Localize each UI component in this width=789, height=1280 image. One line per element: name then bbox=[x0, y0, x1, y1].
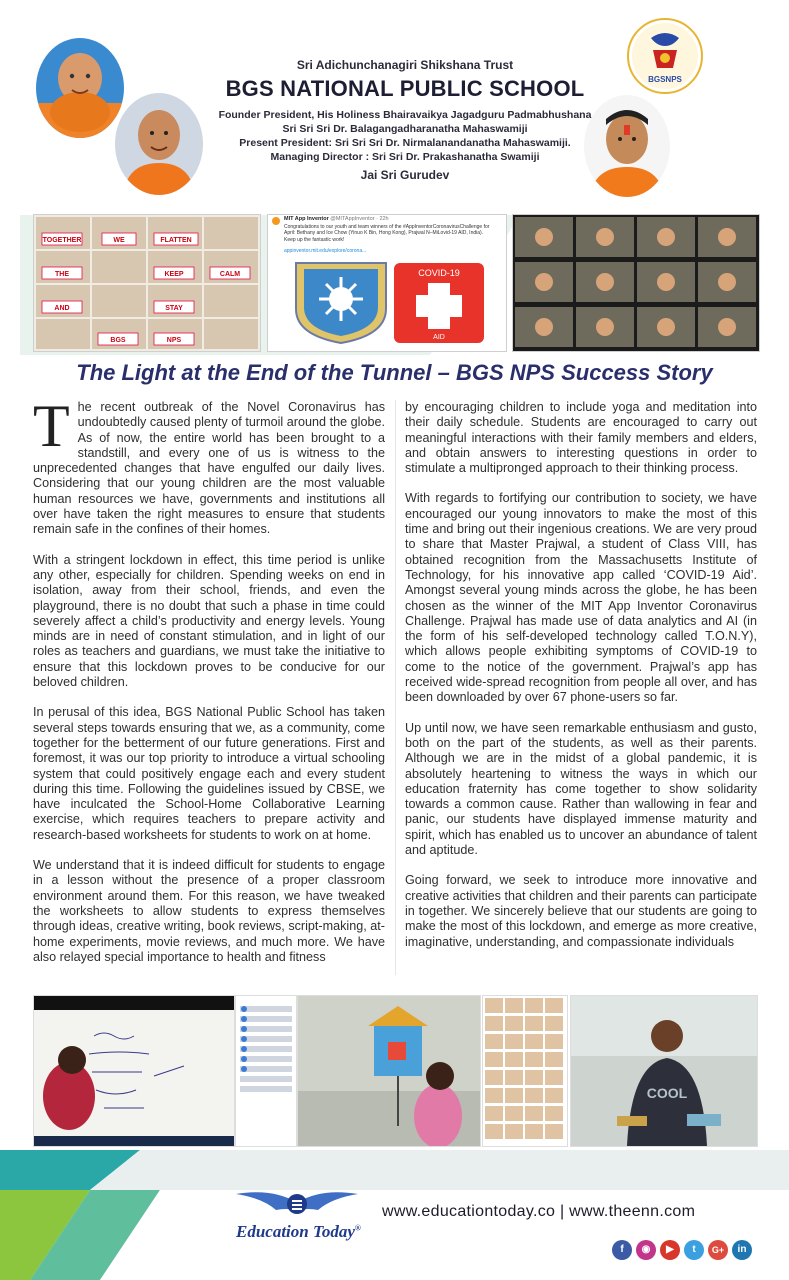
collage-word: BGS bbox=[110, 337, 126, 344]
participants-panel bbox=[235, 995, 297, 1147]
collage-word: CALM bbox=[219, 271, 241, 278]
mit-tweet-screenshot bbox=[267, 214, 507, 352]
article-left-column bbox=[33, 393, 385, 980]
trust-name: Sri Adichunchanagiri Shikshana Trust bbox=[296, 58, 514, 72]
collage-word: AND bbox=[54, 305, 70, 312]
tweet-text: Congratulations to our youth and team winners of the #AppInventorCoronavirusChallenge for April: Bethany and Ice Chow (Yinuo K Bin, Hong Kong), Prajwal N–MiLovid-19 AID, India). Keep up the fantastic work! bbox=[284, 224, 490, 243]
education-today-brand bbox=[236, 1222, 361, 1242]
tweet-link[interactable]: appinventor.mit.edu/explore/corona... bbox=[284, 248, 367, 254]
instagram-icon[interactable]: ◉ bbox=[636, 1240, 656, 1260]
student-with-project-photo bbox=[570, 995, 758, 1147]
tweet-handle: MIT App Inventor bbox=[284, 216, 329, 222]
collage-word: NPS bbox=[166, 337, 182, 344]
article-paragraph: With regards to fortifying our contribution to society, we have encouraged our young innovators to make the most of this time and bring out their ingenious creations. We are very proud to share that Master Prajwal, a student of Class VIII, has obtained recognition from the Massachusetts Institute of Technology, for his innovative app called ‘COVID-19 Aid’. Amongst several young minds across the globe, he has been chosen as the winner of the MIT App Inventor Coronavirus Challenge. Prajwal has made use of data analytics and AI (in the form of his self-developed technology called T.O.N.Y), which allows people exhibiting symptoms of COVID-19 to come to the notice of the government. Prajwal’s app has received wide-spread recognition from people all over, and has been downloaded by over 67 phone-users so far. bbox=[405, 491, 757, 705]
google-plus-icon[interactable]: G+ bbox=[708, 1240, 728, 1260]
craft-birdhouse-photo bbox=[297, 995, 481, 1147]
drop-cap: T bbox=[33, 393, 70, 459]
youtube-icon[interactable]: ▶ bbox=[660, 1240, 680, 1260]
founder-name: Sri Sri Sri Dr. Balagangadharanatha Mahaswamiji bbox=[282, 123, 528, 135]
collage-word: STAY bbox=[165, 305, 183, 312]
present-president: Present President: Sri Sri Sri Dr. Nirmalanandanatha Mahaswamiji. bbox=[239, 137, 571, 149]
stay-home-collage bbox=[33, 214, 261, 352]
svg-text:COOL: COOL bbox=[646, 1085, 688, 1101]
tweet-handle-tag: @MITAppInventor · 22h bbox=[330, 216, 389, 222]
bgsnps-logo bbox=[627, 18, 703, 94]
founder-line: Founder President, His Holiness Bhairavaikya Jagadguru Padmabhushana bbox=[218, 109, 592, 121]
collage-word: THE bbox=[55, 271, 69, 278]
brand-name: Education Today bbox=[236, 1222, 355, 1241]
footer-websites[interactable]: www.educationtoday.co | www.theenn.com bbox=[382, 1203, 696, 1220]
school-name: BGS NATIONAL PUBLIC SCHOOL bbox=[225, 76, 585, 101]
school-header bbox=[180, 58, 630, 182]
collage-word: FLATTEN bbox=[160, 237, 192, 244]
article-paragraph: Up until now, we have seen remarkable enthusiasm and gusto, both on the part of the students, as well as their parents. Although we are in the midst of a global pandemic, it is absolutely heartening to witness the ways in which our education fraternity has come together to show solidarity towards a common cause. Rather than wallowing in fear and panic, our students have displayed immense maturity and spirit, which has enabled us to uncover an abundance of talent and aptitude. bbox=[405, 720, 757, 858]
facebook-icon[interactable]: f bbox=[612, 1240, 632, 1260]
logo-text: BGSNPS bbox=[648, 75, 682, 84]
article-paragraph: In perusal of this idea, BGS National Public School has taken several steps towards ensuring that we, as a community, come together for the betterment of our future generations. First and foremost, it was our top priority to introduce a virtual schooling system that could positively engage each and every student during this time. Following the guidelines issued by CBSE, we have inculcated the School-Home Collaborative Learning exercise, which requires teachers to prepare activity and research-based worksheets for students to work on at home. bbox=[33, 705, 385, 842]
article-right-column bbox=[405, 400, 757, 965]
app-badge-text: COVID-19 bbox=[418, 268, 460, 278]
article-title: The Light at the End of the Tunnel – BGS NPS Success Story bbox=[76, 360, 713, 385]
registered-mark: ® bbox=[354, 1223, 361, 1233]
app-icons bbox=[288, 259, 488, 345]
article-paragraph: We understand that it is indeed difficult for students to engage in a lesson without the presence of a proper classroom environment around them. For this reason, we have tweaked the worksheets to allow students to express themselves through ideas, creative writing, book reviews, script-making, at-home experiments, movie reviews, and much more. We have also relayed special importance to health and fitness bbox=[33, 858, 385, 964]
managing-director: Managing Director : Sri Sri Dr. Prakashanatha Swamiji bbox=[270, 151, 540, 163]
student-collage-photo bbox=[482, 995, 568, 1147]
motto: Jai Sri Gurudev bbox=[360, 168, 450, 182]
teacher-whiteboard-photo bbox=[33, 995, 235, 1147]
article-paragraph bbox=[33, 393, 385, 538]
article-paragraph: by encouraging children to include yoga and meditation into their daily schedule. Students are encouraged to carry out meaningful interactions with their family members and elders, and obtain answers to interesting questions in order to stimulate a multipronged approach to their thinking process. bbox=[405, 400, 757, 476]
column-divider bbox=[395, 400, 396, 975]
director-portrait bbox=[584, 95, 670, 197]
collage-word: WE bbox=[113, 237, 125, 244]
article-paragraph: Going forward, we seek to introduce more innovative and creative activities that children and their parents can participate in together. We sincerely believe that our students are going to make the most of this lockdown, and emerge as more creative, imaginative, understanding, and compassionate individuals bbox=[405, 873, 757, 949]
paragraph-text: he recent outbreak of the Novel Coronavirus has undoubtedly caused plenty of turmoil around the globe. As of now, the entire world has been brought to a standstill, and every one of us is witness to the unprecedented changes that have engulfed our daily lives. Considering that our young children are the most valuable human resources we have, governments and institutions all over have taken the right measures to ensure that students remain safe in the confines of their homes. bbox=[33, 400, 385, 537]
article-paragraph: With a stringent lockdown in effect, this time period is unlike any other, especially for children. Spending weeks on end in isolation, away from their school, friends, and even the playground, there is no doubt that such a phase in time could severely affect a child’s productivity and energy levels. Young minds are in need of constant stimulation, and in light of our roles as teachers and guardians, we must take the initiative to ensure that this lockdown proves to be conducive for our beloved children. bbox=[33, 552, 385, 690]
twitter-icon[interactable]: t bbox=[684, 1240, 704, 1260]
founder-portrait bbox=[36, 38, 124, 138]
collage-word: TOGETHER bbox=[42, 237, 82, 244]
online-class-grid bbox=[512, 214, 760, 352]
linkedin-icon[interactable]: in bbox=[732, 1240, 752, 1260]
app-badge-sub: AID bbox=[433, 334, 445, 341]
collage-word: KEEP bbox=[164, 271, 184, 278]
tweet-avatar bbox=[272, 217, 280, 225]
